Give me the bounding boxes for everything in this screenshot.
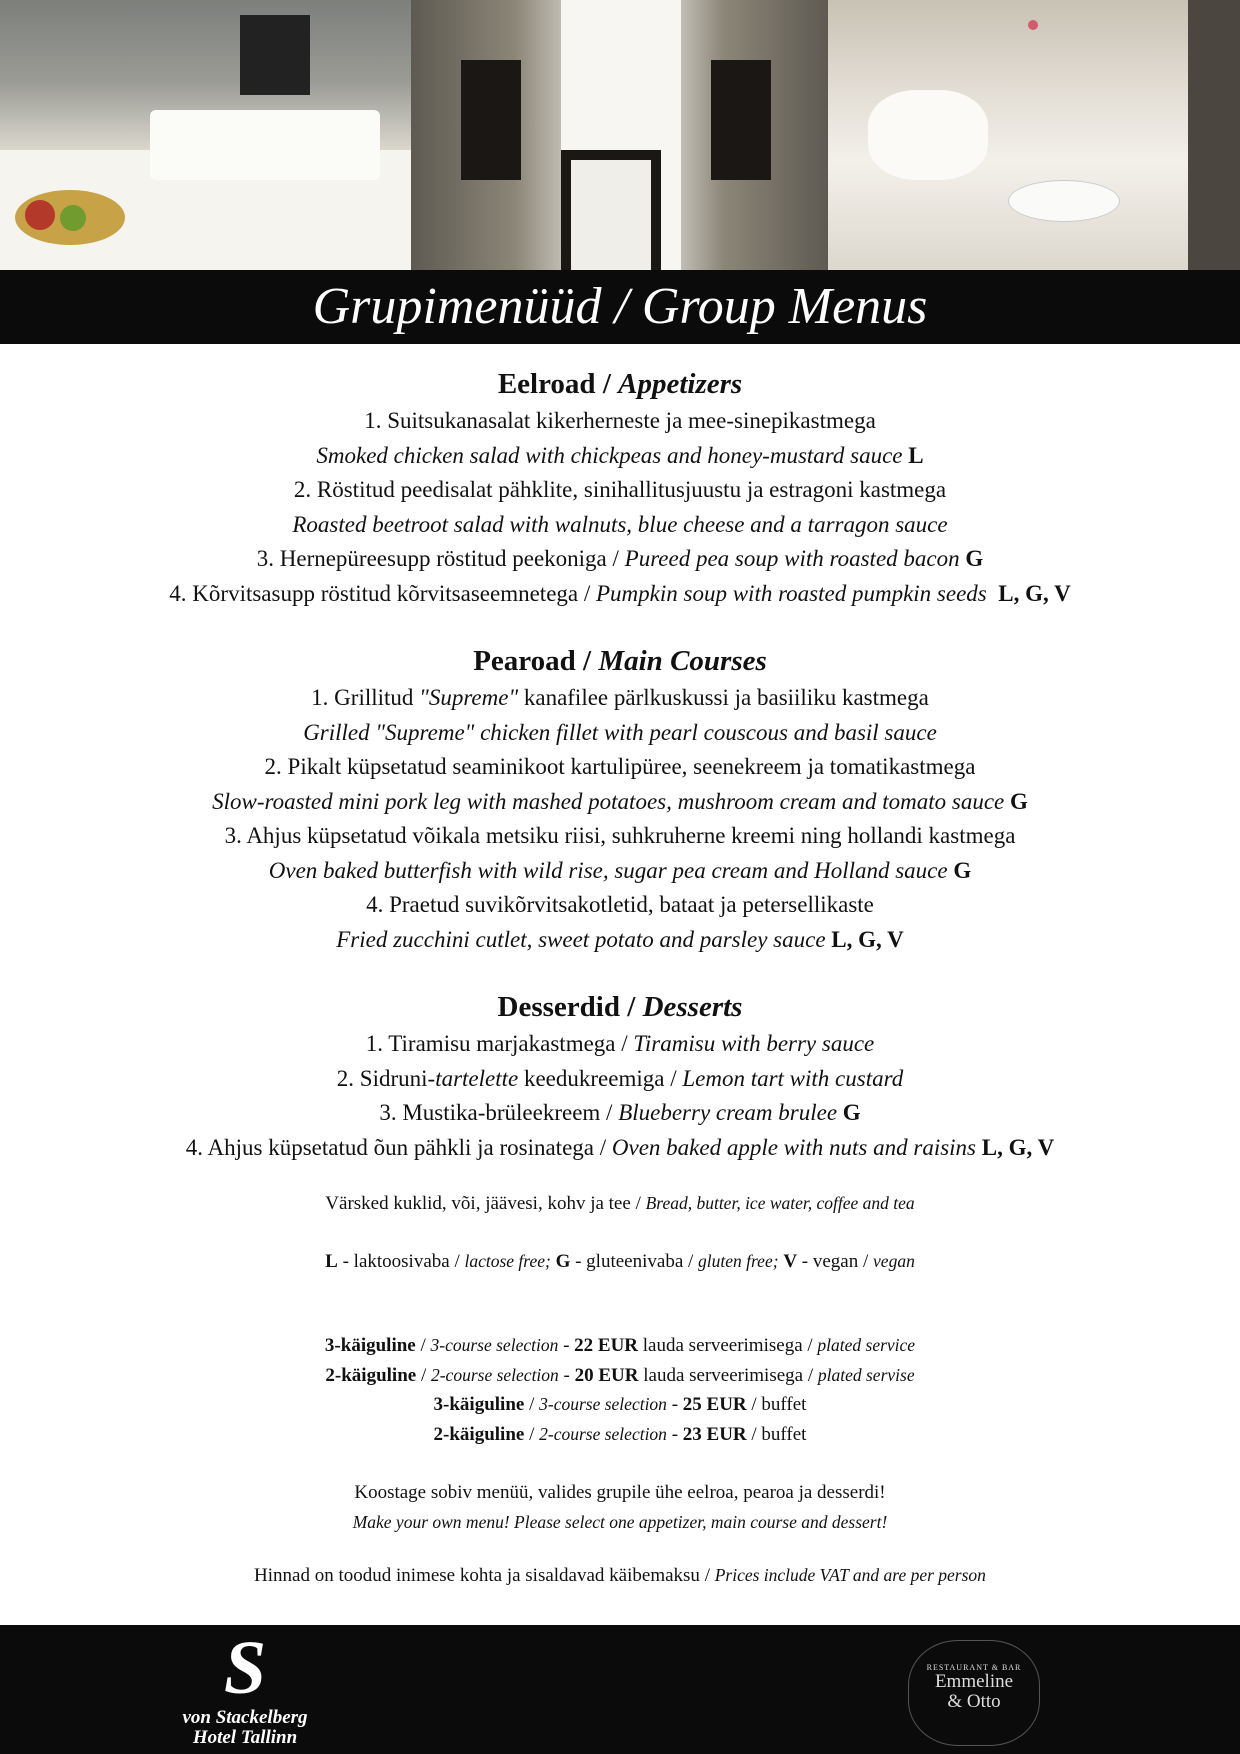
page-title: Grupimenüüd / Group Menus <box>312 278 928 335</box>
menu-item-et: 1. Grillitud "Supreme" kanafilee pärlkuskussi ja basiiliku kastmega <box>311 685 929 710</box>
menu-item-en: Grilled "Supreme" chicken fillet with pearl couscous and basil sauce <box>303 719 937 745</box>
menu-item-en: Roasted beetroot salad with walnuts, blue cheese and a tarragon sauce <box>292 511 948 537</box>
mains-heading: Pearoad / Main Courses <box>473 645 767 677</box>
photo-long-table <box>411 0 828 270</box>
menu-item: 4. Kõrvitsasupp röstitud kõrvitsaseemnetega / Pumpkin soup with roasted pumpkin seeds L, G, V <box>169 580 1071 606</box>
menu-item: 3. Mustika-brüleekreem / Blueberry cream brulee G <box>379 1100 861 1125</box>
menu-item-et: 4. Praetud suvikõrvitsakotletid, bataat ja petersellikaste <box>366 892 874 917</box>
menu-item: 1. Tiramisu marjakastmega / Tiramisu with berry sauce <box>365 1031 875 1056</box>
menu-content <box>0 360 1240 1591</box>
menu-item-et: 2. Pikalt küpsetatud seaminikoot kartulipüree, seenekreem ja tomatikastmega <box>264 754 976 779</box>
photo-table-setting <box>828 0 1240 270</box>
compose-note-en: Make your own menu! Please select one appetizer, main course and dessert! <box>352 1511 888 1532</box>
price-line: 3-käiguline / 3-course selection - 22 EUR lauda serveerimisega / plated service <box>324 1335 916 1356</box>
menu-item: 3. Hernepüreesupp röstitud peekoniga / Pureed pea soup with roasted bacon G <box>256 546 984 571</box>
emmeline-otto-logo: RESTAURANT & BAR Emmeline & Otto <box>908 1640 1040 1746</box>
appetizers-heading: Eelroad / Appetizers <box>497 368 743 400</box>
photo-buffet <box>0 0 411 270</box>
menu-item-en: Smoked chicken salad with chickpeas and honey-mustard sauce L <box>316 442 924 468</box>
compose-note-et: Koostage sobiv menüü, valides grupile ühe eelroa, pearoa ja desserdi! <box>354 1482 886 1503</box>
menu-item: 4. Ahjus küpsetatud õun pähkli ja rosinatega / Oven baked apple with nuts and raisins L, G, V <box>185 1134 1055 1160</box>
menu-item: 2. Sidruni-tartelette keedukreemiga / Lemon tart with custard <box>336 1065 904 1091</box>
menu-item-en: Slow-roasted mini pork leg with mashed potatoes, mushroom cream and tomato sauce G <box>212 788 1028 814</box>
menu-item-en: Oven baked butterfish with wild rise, sugar pea cream and Holland sauce G <box>268 857 972 883</box>
prices-note: Hinnad on toodud inimese kohta ja sisaldavad käibemaksu / Prices include VAT and are per person <box>254 1565 986 1586</box>
menu-item-et: 3. Ahjus küpsetatud võikala metsiku riisi, suhkruherne kreemi ning hollandi kastmega <box>224 823 1016 848</box>
price-line: 3-käiguline / 3-course selection - 25 EUR / buffet <box>433 1394 807 1415</box>
menu-item-en: Fried zucchini cutlet, sweet potato and parsley sauce L, G, V <box>336 926 904 952</box>
header-photos <box>0 0 1240 270</box>
desserts-heading: Desserdid / Desserts <box>497 991 743 1023</box>
dietary-legend: L - laktoosivaba / lactose free; G - gluteenivaba / gluten free; V - vegan / vegan <box>325 1250 915 1272</box>
menu-item-et: 1. Suitsukanasalat kikerherneste ja mee-sinepikastmega <box>364 408 876 433</box>
bread-note: Värsked kuklid, või, jäävesi, kohv ja tee / Bread, butter, ice water, coffee and tea <box>325 1193 915 1214</box>
price-line: 2-käiguline / 2-course selection - 23 EUR / buffet <box>433 1423 807 1445</box>
price-line: 2-käiguline / 2-course selection - 20 EUR lauda serveerimisega / plated servise <box>325 1364 915 1386</box>
stackelberg-logo: S von Stackelberg Hotel Tallinn <box>182 1626 308 1748</box>
menu-item-et: 2. Röstitud peedisalat pähklite, sinihallitusjuustu ja estragoni kastmega <box>293 477 947 502</box>
